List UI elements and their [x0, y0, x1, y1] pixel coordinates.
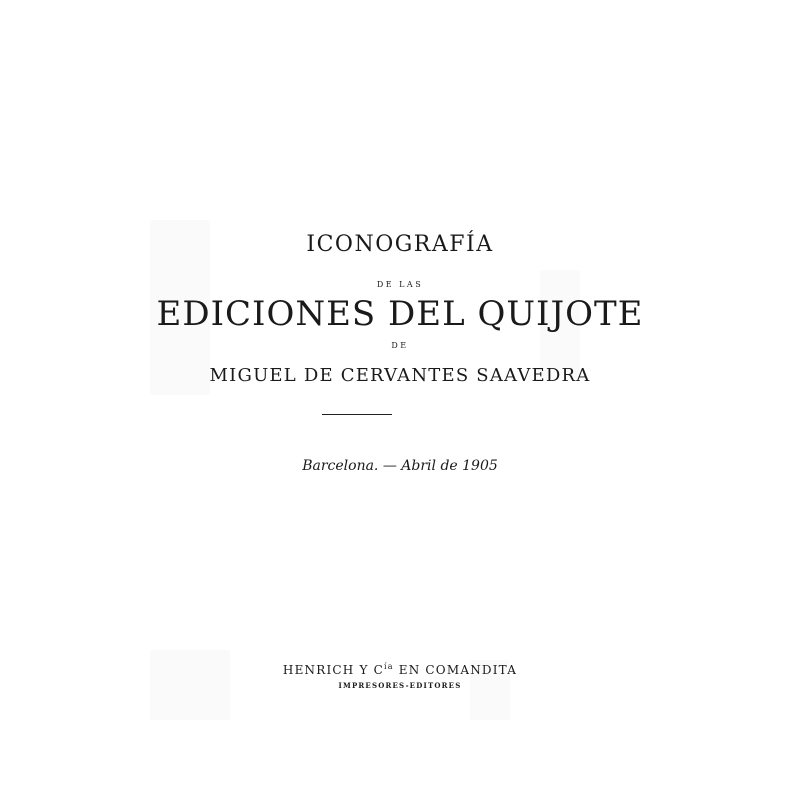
- publisher-name: [0, 663, 800, 677]
- title-line-iconografia: ICONOGRAFÍA: [306, 232, 494, 257]
- publisher-role: IMPRESORES-EDITORES: [338, 681, 462, 690]
- title-line-de-las: DE LAS: [376, 280, 424, 289]
- publisher-name-start: HENRICH Y C: [282, 663, 384, 677]
- separator-rule: [322, 414, 392, 415]
- place-date: Barcelona. — Abril de 1905: [302, 458, 498, 474]
- publisher-superscript: ía: [384, 662, 394, 671]
- author-name: MIGUEL DE CERVANTES SAAVEDRA: [209, 365, 591, 386]
- main-title: EDICIONES DEL QUIJOTE: [156, 294, 644, 334]
- publisher-name-end: EN COMANDITA: [393, 663, 518, 677]
- title-line-de: DE: [391, 341, 409, 350]
